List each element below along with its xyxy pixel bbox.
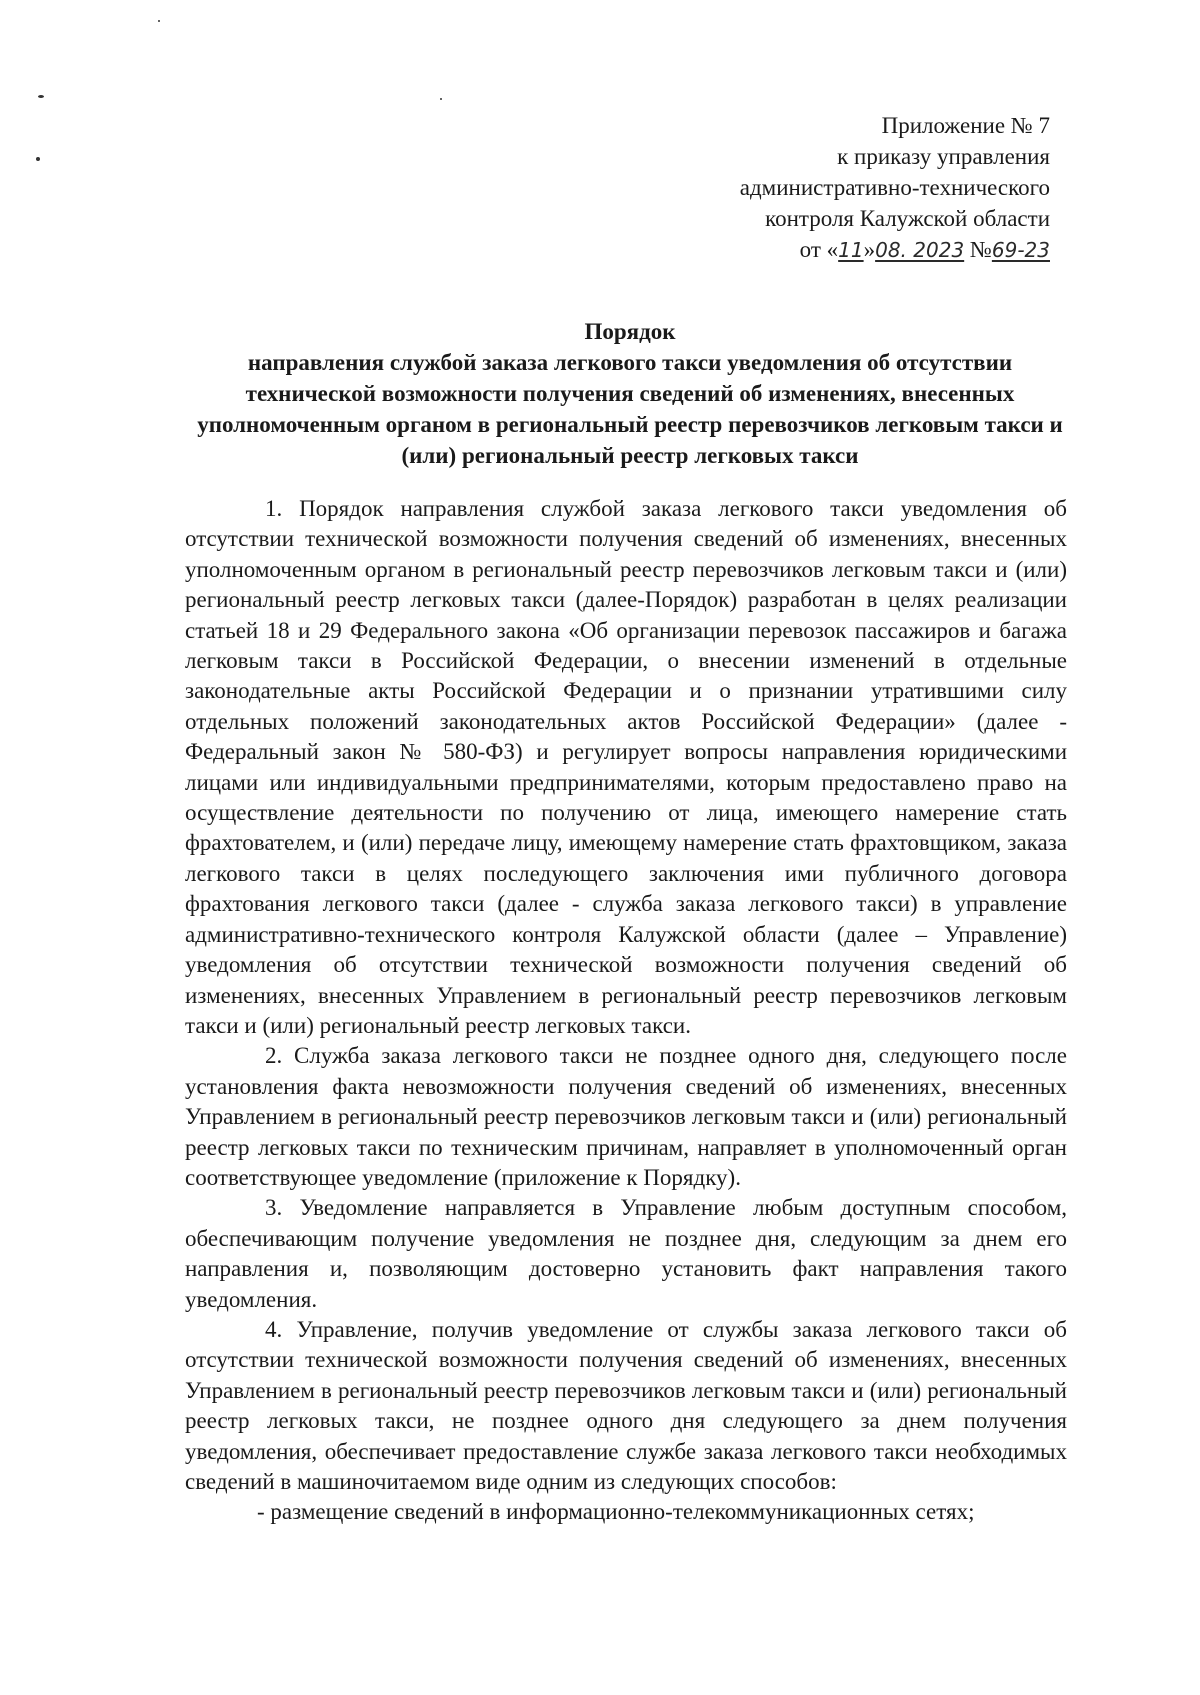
scan-speck (38, 95, 44, 98)
title-subheading: направления службой заказа легкового такси уведомления об отсутствии технической возможности получения сведений об изменениях, внесенных уполномоченным органом в региональный реестр перевозчиков легковым такси и (или) региональный реестр легковых такси (197, 350, 1063, 468)
date-mid: » (863, 237, 876, 262)
appendix-department: административно-технического (739, 175, 1050, 200)
appendix-number: Приложение № 7 (881, 113, 1050, 138)
document-title (190, 316, 1070, 471)
handwritten-day: 11 (838, 238, 864, 262)
number-prefix: № (969, 237, 992, 262)
appendix-header (740, 110, 1050, 266)
paragraph-2: 2. Служба заказа легкового такси не позднее одного дня, следующего после установления факта невозможности получения сведений об изменениях, внесенных Управлением в региональный реестр перевозчиков легковым такси и (или) региональный реестр легковых такси по техническим причинам, направляет в уполномоченный орган соответствующее уведомление (приложение к Порядку). (185, 1043, 1067, 1190)
bullet-item: - размещение сведений в информационно-телекоммуникационных сетях; (257, 1499, 975, 1525)
appendix-region: контроля Калужской области (765, 206, 1050, 231)
handwritten-month-year: 08. 2023 (875, 238, 965, 262)
paragraph-4: 4. Управление, получив уведомление от службы заказа легкового такси об отсутствии технической возможности получения сведений об изменениях, внесенных Управлением в региональный реестр перевозчиков легковым такси и (или) региональный реестр легковых такси, не позднее одного дня следующего за днем получения уведомления, обеспечивает предоставление службе заказа легкового такси необходимых сведений в машиночитаемом виде одним из следующих способов: (185, 1316, 1067, 1494)
appendix-date-line (740, 234, 1050, 266)
scan-speck (158, 20, 160, 22)
title-heading: Порядок (584, 319, 676, 344)
appendix-order-ref: к приказу управления (837, 144, 1050, 169)
scan-speck (440, 98, 442, 100)
paragraph-3: 3. Уведомление направляется в Управление любым доступным способом, обеспечивающим получение уведомления не позднее дня, следующим за днем его направления и, позволяющим достоверно установить факт направления такого уведомления. (185, 1195, 1067, 1312)
handwritten-order-number: 69-23 (991, 238, 1050, 262)
paragraph-1: 1. Порядок направления службой заказа легкового такси уведомления об отсутствии технической возможности получения сведений об изменениях, внесенных уполномоченным органом в региональный реестр перевозчиков легковым такси и (или) региональный реестр легковых такси (далее-Порядок) разработан в целях реализации статьей 18 и 29 Федерального закона «Об организации перевозок пассажиров и багажа легковым такси в Российской Федерации, о внесении изменений в отдельные законодательные акты Российской Федерации и о признании утратившими силу отдельных положений законодательных актов Российской Федерации» (далее - Федеральный закон № 580-ФЗ) и регулирует вопросы направления юридическими лицами или индивидуальными предпринимателями, которым предоставлено право на осуществление деятельности по получению от лица, имеющего намерение стать фрахтователем, и (или) передаче лицу, имеющему намерение стать фрахтовщиком, заказа легкового такси в целях последующего заключения ими публичного договора фрахтования легкового такси (далее - служба заказа легкового такси) в управление административно-технического контроля Калужской области (далее – Управление) уведомления об отсутствии технической возможности получения сведений об изменениях, внесенных Управлением в региональный реестр перевозчиков легковым такси и (или) региональный реестр легковых такси. (185, 496, 1067, 1038)
document-body (185, 494, 1067, 1528)
date-prefix: от « (799, 237, 839, 262)
scan-speck (36, 157, 40, 161)
